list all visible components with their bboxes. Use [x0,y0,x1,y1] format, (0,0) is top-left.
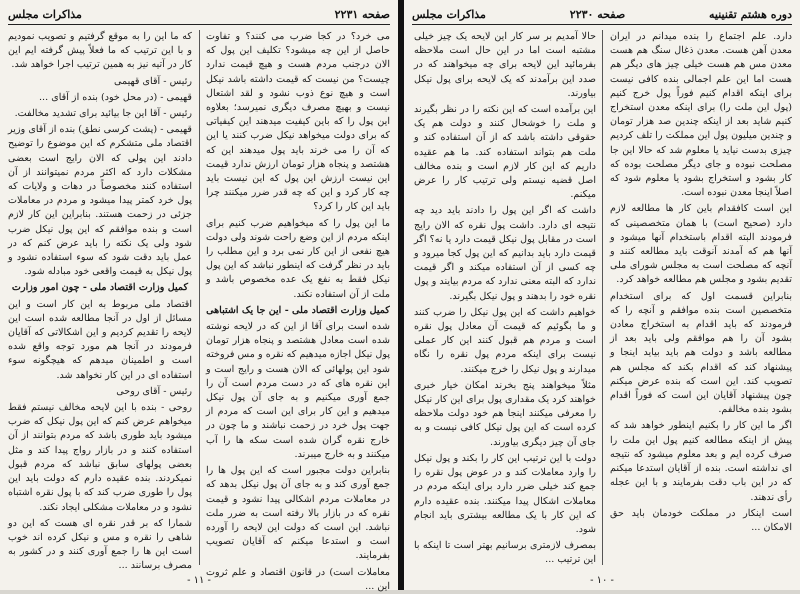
paragraph: مثلاً میخواهند پنج بخرند امکان خیار خبری خواهند کرد یک مقداری پول برای این کار نیکل را معرفی میکنند اینجا هم خود دولت ملاحظه کرده است که این پول نیکل کافی نیست و به جای آن چیز دیگری بیاورند. [414,379,596,448]
paragraph: داشت که اگر این پول را دادند باید دید چه نتیجه ای دارد. داشت پول نقره که الان رایج است در مقابل پول نیکل قیمت دارد یا نه؟ اگر قیمت دارد باید بدانیم که این پول کجا میرود و چه کسی از آن استفاده میکند و اگر قیمت ندارد که البته معنی ندارد که مردم بیایند و پول نقره خود را بدهند و پول نیکل بگیرند. [414,205,596,302]
right-page [404,0,800,590]
paragraph: روحی - بنده با این لایحه مخالف نیستم فقط میخواهم عرض کنم که این پول نیکل که ضرب میشود باید طوری باشد که مردم بتوانند از آن استفاده کنند و در بازار رواج پیدا کند و مثل بعضی پولهای سابق نباشد که مردم قبول نمیکردند. بنده عقیده دارم که دولت باید این پول را طوری ضرب کند که با پول نقره اشتباه نشود و در معاملات مشکلی ایجاد نکند. [8,402,192,513]
section-heading: کمیل وزارت اقتصاد ملی - این جا یک اشتباهی [206,304,390,316]
right-header-journal-title: مذاکرات مجلس [412,7,486,21]
column-divider [199,30,200,565]
right-page-column-left [414,30,596,565]
paragraph: شده است برای آقا از این که در لایحه نوشته شده است معادل هشتصد و پنجاه هزار تومان پول نیکل اجازه میدهیم که نقره و مس فروخته شود این پولهائی که الان هست و رایج است و این نقره های که در دست مردم است آن را جمع آوری میکنیم و به جای آن پول نیکل میدهیم و این کار برای این است که مردم از جهت پول خرد در زحمت نباشند و ما چون در خارج نقره گران شده است سکه ها را آب میکنند و به خارج میبرند. [206,321,390,460]
right-header-page-number: صفحه ۲۲۳۰ [569,7,626,21]
right-page-footer-number: - ۱۰ - [590,575,614,586]
paragraph: که ما این را به موقع گرفتیم و تصویب نمودیم و با این ترتیب که ما فعلاً پیش گرفته ایم این کار در آتیه نیز به همین ترتیب اجرا خواهد شد. [8,31,192,71]
column-divider [602,30,603,565]
paragraph: دارد. علم اجتماع را بنده میدانم در ایران معدن آهن هست. معدن ذغال سنگ هم هست معدن مس هم هست خیلی چیز های دیگر هم هست اما این علم اجمالی بنده کافی نیست برای اینکه اقدام کنیم فوراً پول خرج کنیم (پول این ملت را) برای اینکه معدن استخراج کنیم شاید بعد از اینکه چندین صد هزار تومان و چندین میلیون پول این مملکت را تلف کردیم چیزی بدست نیاید یا معلوم شد که حالا این جا مصلحت نبوده و جای دیگر مصلحت بوده که کار بشود و استخراج بشود یا معلوم شود که اصلاً اینجا معدن نبوده است. [610,31,792,199]
paragraph: بمصرف لازمتری برسانیم بهتر است تا اینکه با این ترتیب ... [414,540,596,566]
paragraph: ما این پول را که میخواهیم ضرب کنیم برای اینکه مردم از این وضع راحت شوند ولی دولت هیچ نفعی از این کار نمی برد و این مطلب را باید در نظر گرفت که اینطور نباشد که این پول نیکل فقط به نفع یک عده مخصوص باشد و ملت از آن استفاده نکند. [206,217,390,300]
left-page-column-left [8,30,192,572]
paragraph: این برآمده است که این نکته را در نظر بگیرند و ملت را خوشحال کنند و دولت هم یک حقوقی داشته باشد که از آن استفاده کند و ملت هم بتواند استفاده کند. ما هم عقیده داریم که این کار لازم است و بنده مخالف اصل قضیه نیستم ولی ترتیب کار را عرض میکنم. [414,104,596,201]
paragraph: حالا آمدیم بر سر کار این لایحه یک چیز خیلی مشتبه است اما در این حال است ملاحظه بفرمائید این لایحه برای چه میخواهند که در صدد این برآمدند که یک لایحه برای پول نیکل بیاورند. [414,31,596,99]
paragraph: رئیس - آقای قهیمی [114,75,192,87]
paragraph: قهیمی - (پشت کرسی نطق) بنده از آقای وزیر اقتصاد ملی متشکرم که این موضوع را توضیح دادند این پولی که الان رایج است بعضی مشکلات دارد که اکثر مردم نمیتوانند از آن استفاده کنند مخصوصاً در دهات و ولایات که پول خرد کمتر پیدا میشود و مردم در معاملات جزئی در زحمت هستند. بنابراین این کار لازم است و بنده موافقم که این پول نیکل ضرب شود ولی یک نکته را باید عرض کنم که در عمل باید دقت شود که سوء استفاده نشود و پول نیکل به قیمت واقعی خود مبادله شود. [8,124,192,278]
paragraph: قهیمی - (در محل خود) بنده از آقای ... [39,91,192,103]
paragraph: اگر ما این کار را بکنیم اینطور خواهد شد که پیش از اینکه مطالعه کنیم پول این ملت را صرف کرده ایم و بعد معلوم میشود که نتیجه ای نداشته است. بنده از آقایان استدعا میکنم که در این باب دقت بفرمایند و با این عجله رأی ندهند. [610,420,792,503]
paragraph: می خرد؟ در کجا ضرب می کنند؟ و تفاوت حاصل از این چه میشود؟ تکلیف این پول که الان درجنب مردم هست و هیچ قیمت ندارد چیست؟ من نیست که قیمت داشته باشد نیکل است و هیچ نوع ذوب نشود و لقد اشتعال نیست و بهیچ مصرف دیگری نمیرسد؛ بعلاوه این پول را که باین کیفیت میدهند این کیفیاتی که برای دولت میخواهد نیکل ضرب کنند یا این که آن را می خرند باید پول میدهند این که هشتصد و پنجاه هزار تومان ارزش ندارد قیمت این نیست ارزش این پول که این نیست باید چه کار کرد و این که چه قدر ضرر میکنند چرا باید این کار را کرد؟ [206,31,390,213]
paragraph: دولت با این ترتیب این کار را بکند و پول نیکل را وارد معاملات کند و در عوض پول نقره را جمع کند خیلی ضرر دارد برای اینکه مردم در معاملات اشکال پیدا میکنند. بنده عقیده دارم که این کار با یک مطالعه بیشتری باید انجام شود. [414,452,596,535]
left-header-journal-title: مذاکرات مجلس [8,7,82,21]
left-page-column-right [206,30,390,592]
paragraph: اقتصاد ملی مربوط به این کار است و این مسائل از اول در آنجا مطالعه شده است این لایحه را تقدیم کردیم و این اشکالاتی که آقایان فرمودند در آنجا هم مورد توجه واقع شده است و اطمینان میدهم که هیچگونه سوء استفاده ای در این کار نخواهد شد. [8,298,192,381]
paragraph: شمارا که بر قدر نقره ای هست که این دو شاهی را نقره و مس و نیکل کرده اند خوب است این ها را جمع آوری کنند و در کشور به مصرف برسانند ... [8,517,192,572]
paragraph: بنابراین قسمت اول که برای استخدام متخصصین است بنده موافقم و آنچه را که فرمودند که باید اقدام به استخراج معادن بشود آن را هم موافقم ولی باید بعد از مطالعه باشد و دولت هم باید بیاید اینجا و پیشنهاد کند که اقدام بکند که مجلس هم تصویب کند. این است که بنده عرض میکنم چون پیشنهاد آقایان این است که فوراً اقدام بشود بنده مخالفم. [610,290,792,416]
left-header-page-number: صفحه ۲۲۳۱ [334,7,390,21]
paragraph: است اینکار در مملکت خودمان باید حق الامکان ... [610,507,792,533]
left-page-header [8,4,390,25]
right-page-column-right [610,30,792,565]
paragraph: رئیس - آقا این جا بیائید برای تشدید مخالفت. [14,108,192,120]
left-page [0,0,398,590]
paragraph: خواهیم داشت که این پول نیکل را ضرب کنند و ما بگوئیم که قیمت آن معادل پول نقره است و مردم هم قبول کنند این کار عملی نیست برای اینکه مردم پول نقره را نگاه میدارند و پول نیکل را خرج میکنند. [414,306,596,375]
paragraph: این است کافقدام باین کار ها مطالعه لازم دارد (صحیح است) با همان متخصصینی که فرمودند البته اقدام باستخدام آنها میشود و آنها هم که آمدند آنوقت باید مطالعه کنند و آنچه که مصلحت است به مجلس شورای ملی تقدیم بشود و مجلس هم مطالعه خواهد کرد. [610,203,792,286]
paragraph: رئیس - آقای روحی [116,385,192,397]
section-heading: کمیل وزارت اقتصاد ملی - چون امور وزارت [11,282,189,294]
paragraph: معاملات است) در قانون اقتصاد و علم ثروت این ... [206,566,390,592]
left-page-footer-number: - ۱۱ - [187,575,211,586]
right-page-header [412,4,792,25]
right-header-session: دوره هشتم تقنینیه [709,7,792,21]
paragraph: بنابراین دولت مجبور است که این پول ها را جمع آوری کند و به جای آن پول نیکل بدهد که در معاملات مردم اشکالی پیدا نشود و قیمت نقره که در بازار بالا رفته است به ضرر ملت نباشد. این است که دولت این لایحه را آورده است و استدعا میکنم که آقایان تصویب بفرمایند. [206,465,390,562]
